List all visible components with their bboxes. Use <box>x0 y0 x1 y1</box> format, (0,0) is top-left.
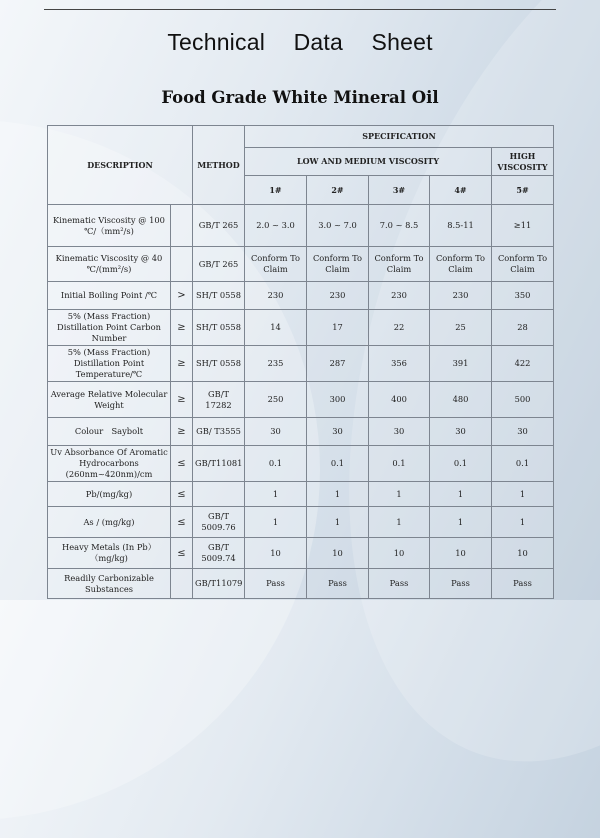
row-value: 0.1 <box>369 446 430 482</box>
table-row <box>48 418 554 446</box>
row-description: 5% (Mass Fraction) Distillation Point Carbon Number <box>48 310 171 346</box>
row-value: 14 <box>245 310 307 346</box>
row-value: 17 <box>307 310 369 346</box>
row-value: 250 <box>245 382 307 418</box>
grade-header: 4# <box>430 176 492 205</box>
row-value: 28 <box>492 310 554 346</box>
row-value: 0.1 <box>245 446 307 482</box>
row-value: Pass <box>307 569 369 599</box>
row-value: 400 <box>369 382 430 418</box>
row-value: ≥11 <box>492 205 554 247</box>
row-method: GB/T 265 <box>193 247 245 282</box>
row-condition: ≥ <box>171 382 193 418</box>
row-method: GB/T 265 <box>193 205 245 247</box>
row-value: 3.0 ~ 7.0 <box>307 205 369 247</box>
row-value: 356 <box>369 346 430 382</box>
row-condition: ≥ <box>171 346 193 382</box>
row-value: Conform To Claim <box>245 247 307 282</box>
row-description: Colour Saybolt <box>48 418 171 446</box>
row-value: 30 <box>307 418 369 446</box>
row-condition: > <box>171 282 193 310</box>
row-value: 30 <box>369 418 430 446</box>
row-value: 1 <box>245 482 307 507</box>
row-condition: ≤ <box>171 482 193 507</box>
row-value: Conform To Claim <box>307 247 369 282</box>
product-title: Food Grade White Mineral Oil <box>161 88 439 107</box>
table-row <box>48 205 554 247</box>
row-value: 230 <box>245 282 307 310</box>
row-value: 1 <box>430 482 492 507</box>
high-viscosity-header: HIGH VISCOSITY <box>492 148 554 176</box>
row-value: 0.1 <box>492 446 554 482</box>
row-value: 1 <box>369 482 430 507</box>
row-condition: ≤ <box>171 538 193 569</box>
method-header: METHOD <box>193 126 245 205</box>
row-value: Conform To Claim <box>430 247 492 282</box>
table-row <box>48 282 554 310</box>
row-description: Readily Carbonizable Substances <box>48 569 171 599</box>
row-condition: ≤ <box>171 446 193 482</box>
row-value: Pass <box>430 569 492 599</box>
row-value: 0.1 <box>307 446 369 482</box>
row-description: Average Relative Molecular Weight <box>48 382 171 418</box>
row-value: 287 <box>307 346 369 382</box>
row-condition <box>171 247 193 282</box>
row-description: As / (mg/kg) <box>48 507 171 538</box>
page-title: Technical Data Sheet <box>167 29 433 55</box>
row-value: 10 <box>307 538 369 569</box>
row-description: Pb/(mg/kg) <box>48 482 171 507</box>
row-value: 500 <box>492 382 554 418</box>
grade-header: 2# <box>307 176 369 205</box>
specification-table <box>47 125 554 599</box>
row-value: 350 <box>492 282 554 310</box>
table-row <box>48 569 554 599</box>
row-method <box>193 482 245 507</box>
row-value: 230 <box>369 282 430 310</box>
row-value: Pass <box>492 569 554 599</box>
row-value: 300 <box>307 382 369 418</box>
row-value: 0.1 <box>430 446 492 482</box>
row-condition: ≥ <box>171 418 193 446</box>
table-row <box>48 482 554 507</box>
row-condition: ≥ <box>171 310 193 346</box>
row-description: Kinematic Viscosity @ 100 ℃/（mm²/s) <box>48 205 171 247</box>
grade-header: 3# <box>369 176 430 205</box>
header-rule <box>44 9 556 10</box>
row-value: 25 <box>430 310 492 346</box>
row-method: SH/T 0558 <box>193 282 245 310</box>
row-value: 480 <box>430 382 492 418</box>
row-value: 230 <box>307 282 369 310</box>
row-value: 1 <box>245 507 307 538</box>
description-header: DESCRIPTION <box>48 126 193 205</box>
row-method: GB/T 5009.74 <box>193 538 245 569</box>
row-value: 30 <box>430 418 492 446</box>
grade-header: 1# <box>245 176 307 205</box>
table-row <box>48 507 554 538</box>
table-row <box>48 346 554 382</box>
row-method: GB/T11079 <box>193 569 245 599</box>
row-value: 1 <box>430 507 492 538</box>
row-value: 1 <box>369 507 430 538</box>
row-description: 5% (Mass Fraction) Distillation Point Temperature/℃ <box>48 346 171 382</box>
specification-header: SPECIFICATION <box>245 126 554 148</box>
table-row <box>48 538 554 569</box>
row-condition <box>171 205 193 247</box>
row-value: Conform To Claim <box>369 247 430 282</box>
row-value: Pass <box>369 569 430 599</box>
row-value: 10 <box>492 538 554 569</box>
row-value: 1 <box>307 507 369 538</box>
row-value: 30 <box>245 418 307 446</box>
table-row <box>48 247 554 282</box>
row-value: Pass <box>245 569 307 599</box>
row-value: 10 <box>245 538 307 569</box>
row-value: 8.5-11 <box>430 205 492 247</box>
row-value: 391 <box>430 346 492 382</box>
row-method: SH/T 0558 <box>193 346 245 382</box>
table-row <box>48 446 554 482</box>
row-method: SH/T 0558 <box>193 310 245 346</box>
row-method: GB/ T3555 <box>193 418 245 446</box>
table-row <box>48 382 554 418</box>
row-method: GB/T 17282 <box>193 382 245 418</box>
row-value: 230 <box>430 282 492 310</box>
row-method: GB/T11081 <box>193 446 245 482</box>
low-medium-viscosity-header: LOW AND MEDIUM VISCOSITY <box>245 148 492 176</box>
row-description: Heavy Metals (In Pb） （mg/kg) <box>48 538 171 569</box>
row-value: 22 <box>369 310 430 346</box>
row-condition <box>171 569 193 599</box>
row-description: Initial Boiling Point /℃ <box>48 282 171 310</box>
row-value: 7.0 ~ 8.5 <box>369 205 430 247</box>
row-value: Conform To Claim <box>492 247 554 282</box>
grade-header: 5# <box>492 176 554 205</box>
row-method: GB/T 5009.76 <box>193 507 245 538</box>
row-value: 10 <box>369 538 430 569</box>
row-value: 235 <box>245 346 307 382</box>
row-value: 1 <box>307 482 369 507</box>
row-condition: ≤ <box>171 507 193 538</box>
row-value: 10 <box>430 538 492 569</box>
row-description: Kinematic Viscosity @ 40 ℃/(mm²/s) <box>48 247 171 282</box>
table-row <box>48 310 554 346</box>
row-value: 422 <box>492 346 554 382</box>
row-value: 1 <box>492 482 554 507</box>
row-value: 1 <box>492 507 554 538</box>
row-value: 30 <box>492 418 554 446</box>
row-value: 2.0 ~ 3.0 <box>245 205 307 247</box>
row-description: Uv Absorbance Of Aromatic Hydrocarbons (260nm~420nm)/cm <box>48 446 171 482</box>
